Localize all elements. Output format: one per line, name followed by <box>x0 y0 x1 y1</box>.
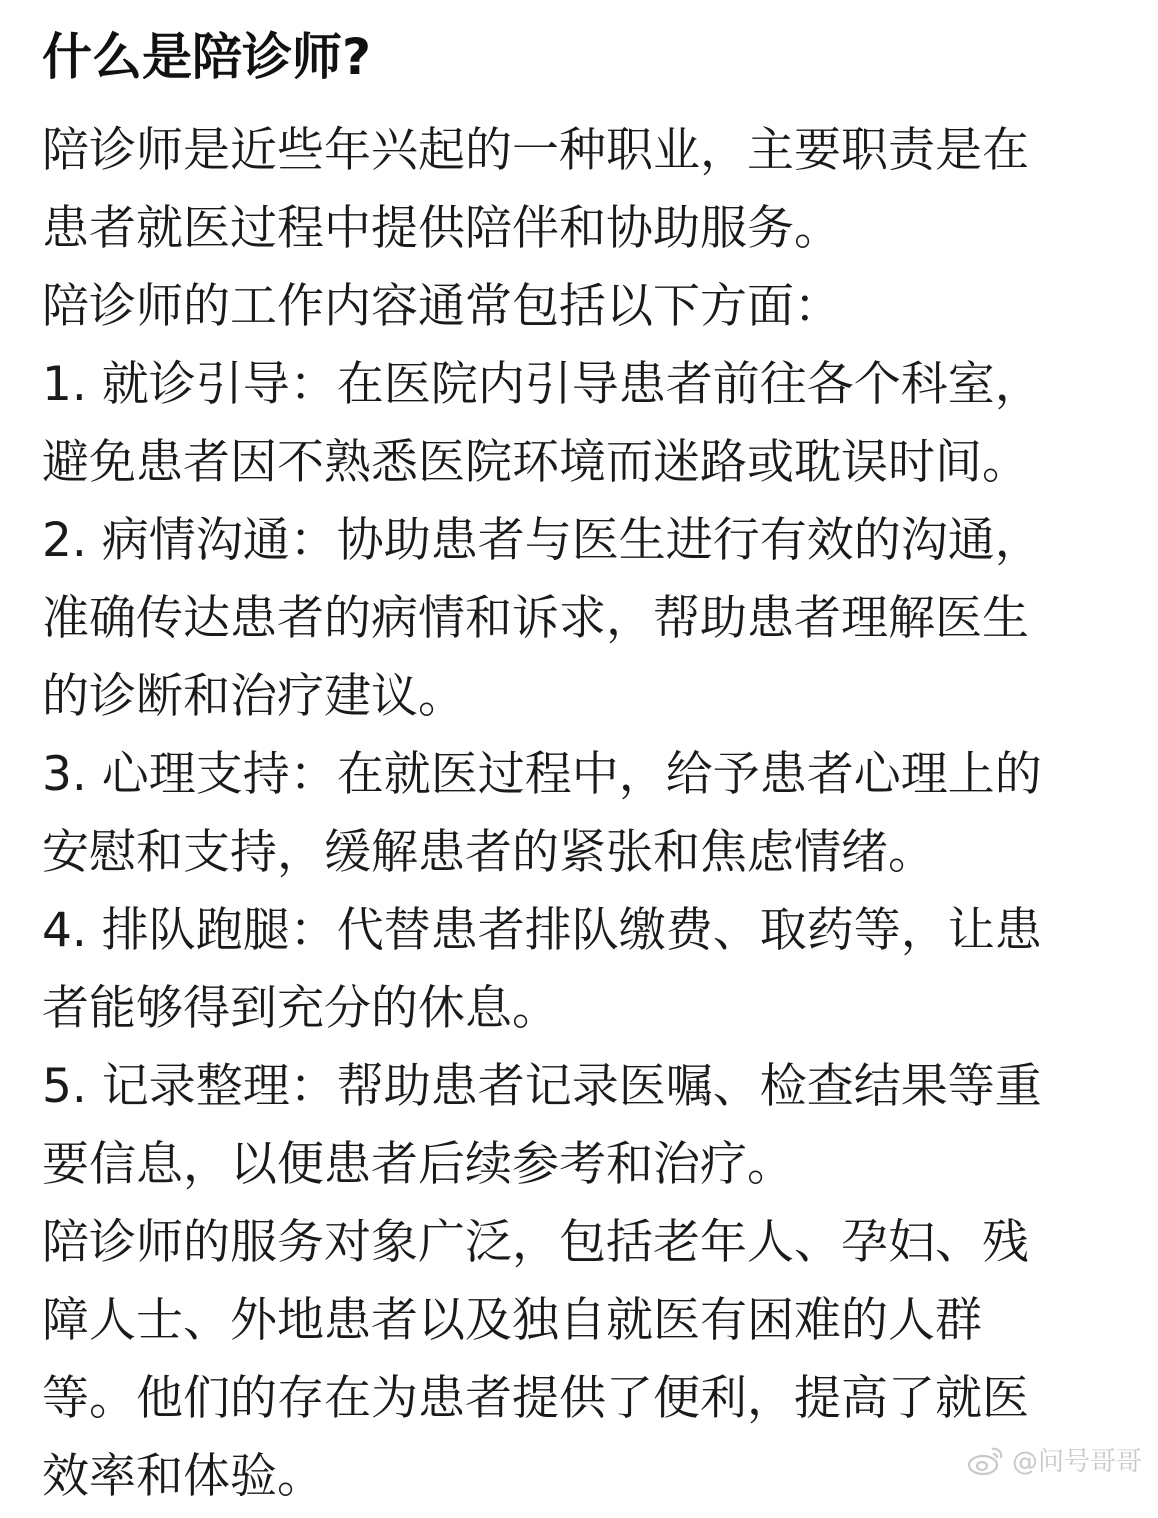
body-line: 陪诊师是近些年兴起的一种职业，主要职责是在 <box>42 123 1029 178</box>
body-line: 2. 病情沟通：协助患者与医生进行有效的沟通， <box>42 513 1042 568</box>
body-line: 等。他们的存在为患者提供了便利，提高了就医 <box>42 1371 1029 1426</box>
body-line: 安慰和支持，缓解患者的紧张和焦虑情绪。 <box>42 825 935 880</box>
article-body <box>42 112 1102 1516</box>
body-line: 陪诊师的工作内容通常包括以下方面： <box>42 279 841 334</box>
article-title: 什么是陪诊师? <box>42 28 372 86</box>
body-line: 患者就医过程中提供陪伴和协助服务。 <box>42 201 841 256</box>
body-line: 效率和体验。 <box>42 1449 324 1504</box>
watermark-text: @问号哥哥 <box>1011 1447 1142 1477</box>
body-line: 的诊断和治疗建议。 <box>42 669 465 724</box>
body-line: 4. 排队跑腿：代替患者排队缴费、取药等，让患 <box>42 903 1042 958</box>
body-line: 者能够得到充分的休息。 <box>42 981 559 1036</box>
body-line: 3. 心理支持：在就医过程中，给予患者心理上的 <box>42 747 1042 802</box>
body-line: 5. 记录整理：帮助患者记录医嘱、检查结果等重 <box>42 1059 1042 1114</box>
body-line: 陪诊师的服务对象广泛，包括老年人、孕妇、残 <box>42 1215 1029 1270</box>
weibo-icon <box>966 1443 1006 1477</box>
body-line: 要信息，以便患者后续参考和治疗。 <box>42 1137 794 1192</box>
body-line: 避免患者因不熟悉医院环境而迷路或耽误时间。 <box>42 435 1029 490</box>
body-line: 1. 就诊引导：在医院内引导患者前往各个科室， <box>42 357 1042 412</box>
watermark <box>966 1441 1142 1478</box>
body-line: 障人士、外地患者以及独自就医有困难的人群 <box>42 1293 982 1348</box>
body-line: 准确传达患者的病情和诉求，帮助患者理解医生 <box>42 591 1029 646</box>
